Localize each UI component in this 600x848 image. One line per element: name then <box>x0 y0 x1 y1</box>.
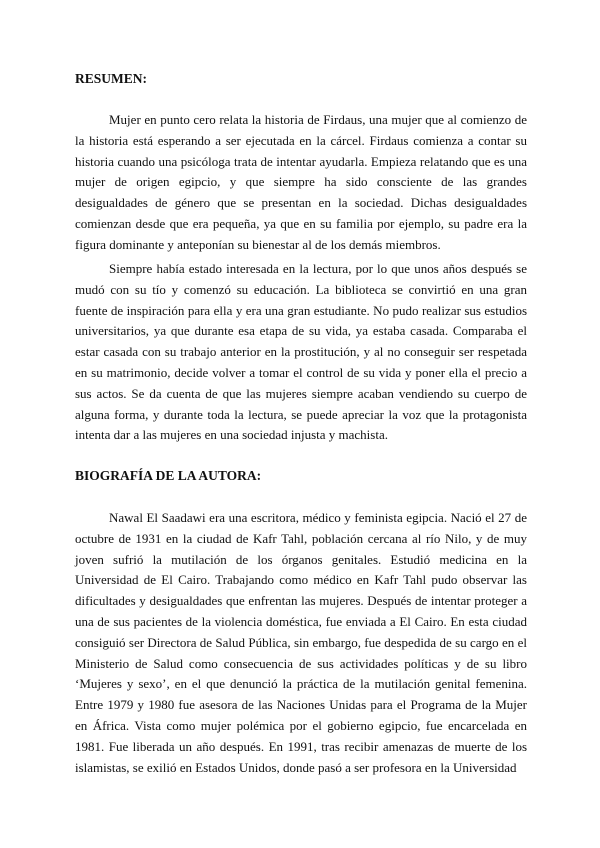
resumen-heading: RESUMEN: <box>75 71 148 86</box>
resumen-paragraph-2: Siempre había estado interesada en la lectura, por lo que unos años después se mudó con su tío y comenzó su educación. La biblioteca se convirtió en una gran fuente de inspiración para ella y era una gran estudiante. No pudo realizar sus estudios universitarios, ya que durante esa etapa de su vida, ya estaba casada. Comparaba el estar casada con su trabajo anterior en la prostitución, y al no conseguir ser respetada en su matrimonio, decide volver a tomar el control de su vida y poner ella el precio a sus actos. Se da cuenta de que las mujeres siempre acaban vendiendo su cuerpo de alguna forma, y durante toda la lectura, se puede apreciar la voz que la protagonista intenta dar a las mujeres en una sociedad injusta y machista. <box>75 261 527 443</box>
biografia-heading: BIOGRAFÍA DE LA AUTORA: <box>75 468 262 483</box>
biografia-paragraph-1: Nawal El Saadawi era una escritora, médico y feminista egipcia. Nació el 27 de octubre de 1931 en la ciudad de Kafr Tahl, población cercana al río Nilo, y de muy joven sufrió la mutilación de los órganos genitales. Estudió medicina en la Universidad de El Cairo. Trabajando como médico en Kafr Tahl pudo observar las dificultades y desigualdades que enfrentan las mujeres. Después de intentar proteger a una de sus pacientes de la violencia doméstica, fue enviada a El Cairo. En esta ciudad consiguió ser Directora de Salud Pública, sin embargo, fue despedida de su cargo en el Ministerio de Salud como consecuencia de sus actividades políticas y de su libro ‘Mujeres y sexo’, en el que denunció la práctica de la mutilación genital femenina. Entre 1979 y 1980 fue asesora de las Naciones Unidas para el Programa de la Mujer en África. Vista como mujer polémica por el gobierno egipcio, fue encarcelada en 1981. Fue liberada un año después. En 1991, tras recibir amenazas de muerte de los islamistas, se exilió en Estados Unidos, donde pasó a ser profesora en la Universidad <box>75 510 527 775</box>
resumen-paragraph-1: Mujer en punto cero relata la historia de Firdaus, una mujer que al comienzo de la historia está esperando a ser ejecutada en la cárcel. Firdaus comienza a contar su historia cuando una psicóloga trata de intentar ayudarla. Empieza relatando que es una mujer de origen egipcio, y que siempre ha sido consciente de las grandes desigualdades de género que se presentan en la sociedad. Dichas desigualdades comienzan desde que era pequeña, ya que en su familia por ejemplo, su padre era la figura dominante y anteponían su bienestar al de los demás miembros. <box>75 112 527 252</box>
